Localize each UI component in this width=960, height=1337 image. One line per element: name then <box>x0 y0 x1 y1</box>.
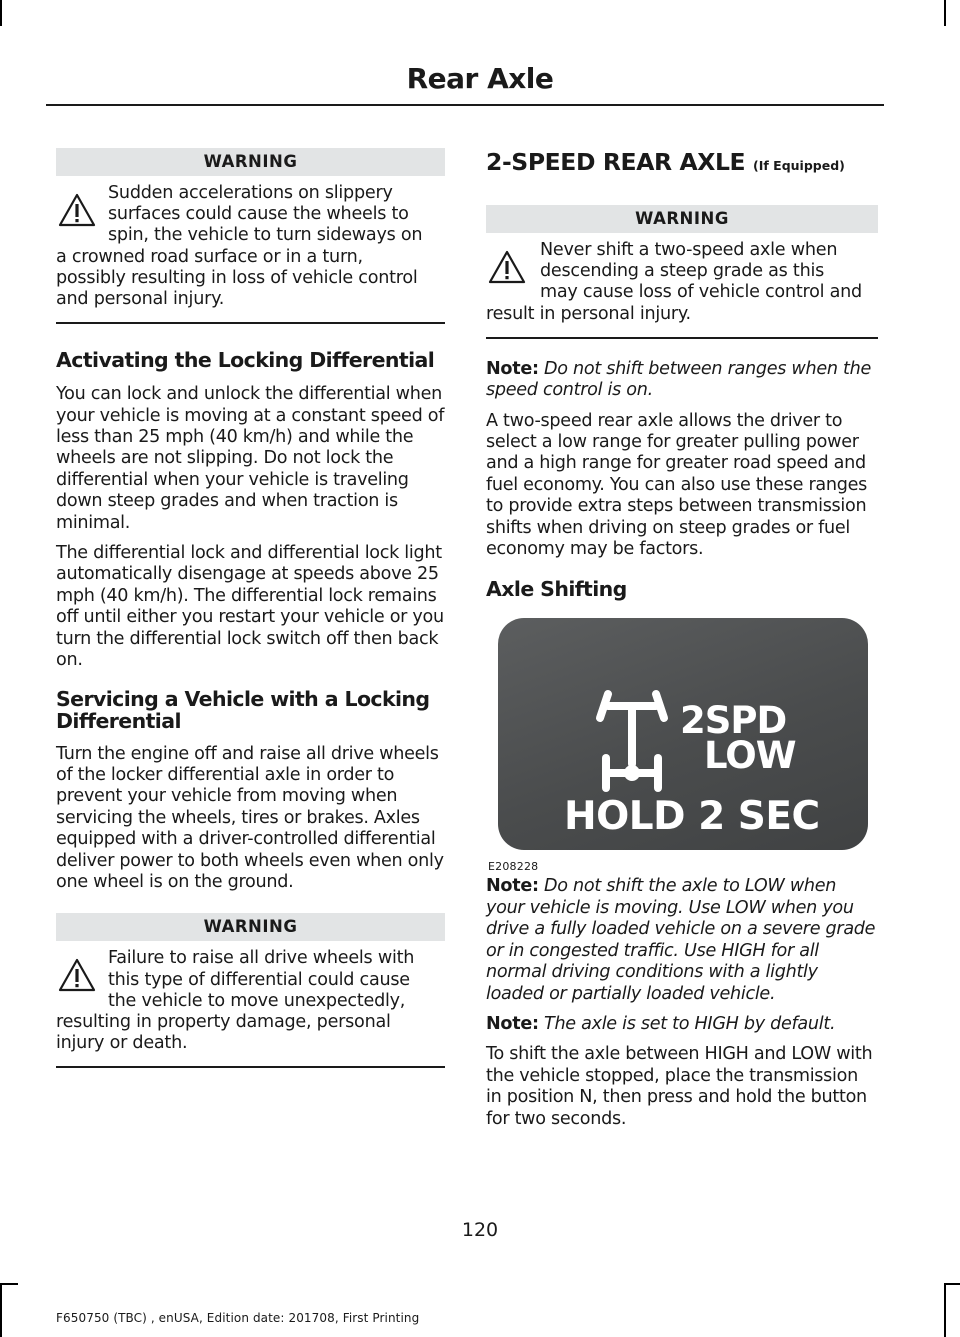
warning-line: spin, the vehicle to turn sideways on <box>108 225 423 246</box>
section-title-suffix: (If Equipped) <box>753 158 845 173</box>
warning-line: a crowned road surface or in a turn, <box>56 246 363 267</box>
warning-heading: WARNING <box>56 148 445 176</box>
warning-box <box>56 148 445 324</box>
warning-line: result in personal injury. <box>486 303 691 324</box>
button-label-hold: HOLD 2 SEC <box>564 794 820 840</box>
body-paragraph: Turn the engine off and raise all drive wheels of the locker differential axle in order to prevent your vehicle from moving when servicing the wheels, tires or brakes. Axles equipped with a driver-controlled differential deliver power to both wheels even when only one wheel is on the ground. <box>56 743 444 892</box>
section-heading-line: Servicing a Vehicle with a Locking <box>56 686 430 711</box>
axle-button-figure <box>486 618 878 874</box>
section-heading: Activating the Locking Differential <box>56 348 435 373</box>
warning-line: Never shift a two-speed axle when <box>540 240 838 260</box>
warning-triangle-icon <box>488 250 526 284</box>
note <box>486 1014 878 1035</box>
crop-mark <box>0 0 2 26</box>
warning-line: possibly resulting in loss of vehicle control <box>56 267 418 288</box>
switch-panel <box>498 618 868 850</box>
warning-rule <box>56 1066 445 1068</box>
warning-triangle-icon <box>58 958 96 992</box>
note <box>486 359 878 402</box>
note-label: Note: <box>486 1013 539 1034</box>
warning-line: descending a steep grade as this <box>540 261 825 282</box>
crop-mark <box>944 1283 946 1337</box>
warning-line: resulting in property damage, personal <box>56 1011 391 1032</box>
warning-triangle-icon <box>58 193 96 227</box>
warning-heading: WARNING <box>56 913 445 941</box>
warning-rule <box>56 322 445 324</box>
warning-text <box>486 240 878 325</box>
note-text: Do not shift between ranges when the speed control is on. <box>486 358 871 401</box>
footer-text: F650750 (TBC) , enUSA, Edition date: 201708, First Printing <box>56 1311 420 1325</box>
warning-line: Failure to raise all drive wheels with <box>108 948 415 969</box>
warning-line: this type of differential could cause <box>108 969 410 990</box>
warning-line: the vehicle to move unexpectedly, <box>108 990 406 1011</box>
warning-text <box>56 948 445 1054</box>
crop-mark <box>0 1283 18 1285</box>
note-label: Note: <box>486 876 539 897</box>
crop-mark <box>944 0 946 26</box>
note <box>486 876 878 1004</box>
right-column <box>486 148 878 1130</box>
body-paragraph: To shift the axle between HIGH and LOW with the vehicle stopped, place the transmission in position N, then press and hold the button for two seconds. <box>486 1044 873 1129</box>
title-rule <box>46 104 884 106</box>
section-heading <box>56 688 445 732</box>
section-title-text: 2-SPEED REAR AXLE <box>486 148 746 176</box>
note-text: Do not shift the axle to LOW when your vehicle is moving. Use LOW when you drive a fully loaded vehicle on a severe grade or in congested traffic. Use HIGH for all normal driving conditions with a lightly loaded or partially loaded vehicle. <box>486 876 876 1004</box>
section-heading-line: Differential <box>56 708 181 733</box>
warning-box <box>486 205 878 339</box>
page-number: 120 <box>461 1219 499 1241</box>
warning-line: surfaces could cause the wheels to <box>108 204 409 225</box>
warning-line: may cause loss of vehicle control and <box>540 282 862 303</box>
button-label-low: LOW <box>704 734 796 778</box>
page-title: Rear Axle <box>406 62 554 95</box>
body-paragraph: The differential lock and differential lock light automatically disengage at speeds above 25 mph (40 km/h). The differential lock remains off until either you restart your vehicle or you turn the differential lock switch off then back on. <box>56 543 444 671</box>
warning-box <box>56 913 445 1068</box>
body-paragraph: A two-speed rear axle allows the driver to select a low range for greater pulling power and a high range for greater road speed and fuel economy. You can also use these ranges to provide extra steps between transmission shifts when driving on steep grades or fuel economy may be factors. <box>486 410 867 560</box>
warning-heading: WARNING <box>486 205 878 233</box>
figure-id: E208228 <box>488 860 539 874</box>
section-heading: Axle Shifting <box>486 577 627 602</box>
crop-mark <box>0 1283 2 1337</box>
section-title <box>486 148 878 180</box>
warning-line: injury or death. <box>56 1033 188 1054</box>
axle-diagram-icon <box>594 688 678 792</box>
body-paragraph: You can lock and unlock the differential when your vehicle is moving at a constant speed of less than 25 mph (40 km/h) and while the wheels are not slipping. Do not lock the differential when your vehicle is traveling down steep grades and when traction is minimal. <box>56 384 445 533</box>
left-column <box>56 148 445 1068</box>
button-label-2spd: 2SPD <box>680 699 787 743</box>
crop-mark <box>944 1283 960 1285</box>
note-label: Note: <box>486 358 539 379</box>
warning-text <box>56 183 445 310</box>
note-text: The axle is set to HIGH by default. <box>544 1013 836 1034</box>
warning-rule <box>486 337 878 339</box>
warning-line: and personal injury. <box>56 289 225 310</box>
warning-line: Sudden accelerations on slippery <box>108 183 393 203</box>
